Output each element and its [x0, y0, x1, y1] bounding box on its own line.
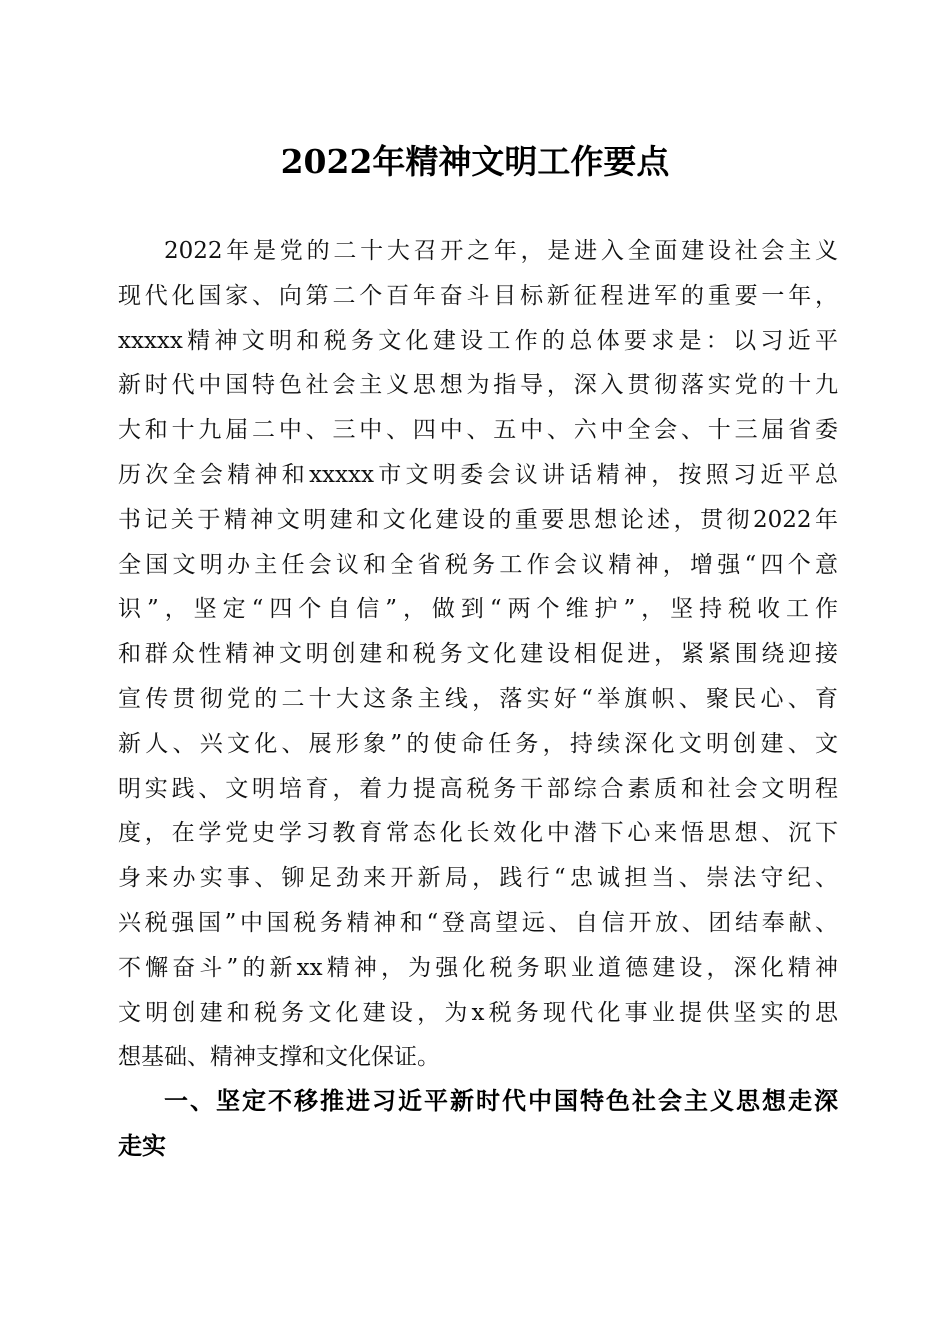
paragraph-line: 文明创建和税务文化建设，为x税务现代化事业提供坚实的思: [118, 999, 838, 1026]
paragraph-line: 明实践、文明培育，着力提高税务干部综合素质和社会文明程: [118, 775, 838, 802]
section-heading-1: [118, 1079, 838, 1169]
heading-line: 一、坚定不移推进习近平新时代中国特色社会主义思想走深: [164, 1087, 838, 1115]
intro-paragraph: [118, 229, 838, 1080]
paragraph-line: 新时代中国特色社会主义思想为指导，深入贯彻落实党的十九: [118, 372, 838, 399]
paragraph-line: xxxxx精神文明和税务文化建设工作的总体要求是：以习近平: [118, 327, 838, 354]
paragraph-line: 历次全会精神和xxxxx市文明委会议讲话精神，按照习近平总: [118, 461, 838, 488]
paragraph-line: 身来办实事、铆足劲来开新局，践行“忠诚担当、崇法守纪、: [118, 865, 838, 892]
paragraph-line: 兴税强国”中国税务精神和“登高望远、自信开放、团结奉献、: [118, 909, 838, 936]
paragraph-line: 2022年是党的二十大召开之年，是进入全面建设社会主义: [164, 238, 838, 264]
paragraph-line: 大和十九届二中、三中、四中、五中、六中全会、十三届省委: [118, 417, 838, 444]
paragraph-line: 想基础、精神支撑和文化保证。: [118, 1044, 440, 1071]
paragraph-line: 度，在学党史学习教育常态化长效化中潜下心来悟思想、沉下: [118, 820, 838, 847]
paragraph-line: 书记关于精神文明建和文化建设的重要思想论述，贯彻2022年: [118, 506, 838, 533]
document-title: 2022年精神文明工作要点: [280, 142, 670, 181]
paragraph-line: 和群众性精神文明创建和税务文化建设相促进，紧紧围绕迎接: [118, 641, 838, 668]
paragraph-line: 全国文明办主任会议和全省税务工作会议精神，增强“四个意: [118, 551, 838, 578]
heading-line: 走实: [118, 1132, 166, 1160]
paragraph-line: 宣传贯彻党的二十大这条主线，落实好“举旗帜、聚民心、育: [118, 685, 838, 712]
paragraph-line: 识”，坚定“四个自信”，做到“两个维护”，坚持税收工作: [118, 596, 838, 623]
paragraph-line: 新人、兴文化、展形象”的使命任务，持续深化文明创建、文: [118, 730, 838, 757]
paragraph-line: 现代化国家、向第二个百年奋斗目标新征程进军的重要一年，: [118, 282, 838, 309]
paragraph-line: 不懈奋斗”的新xx精神，为强化税务职业道德建设，深化精神: [118, 954, 838, 981]
